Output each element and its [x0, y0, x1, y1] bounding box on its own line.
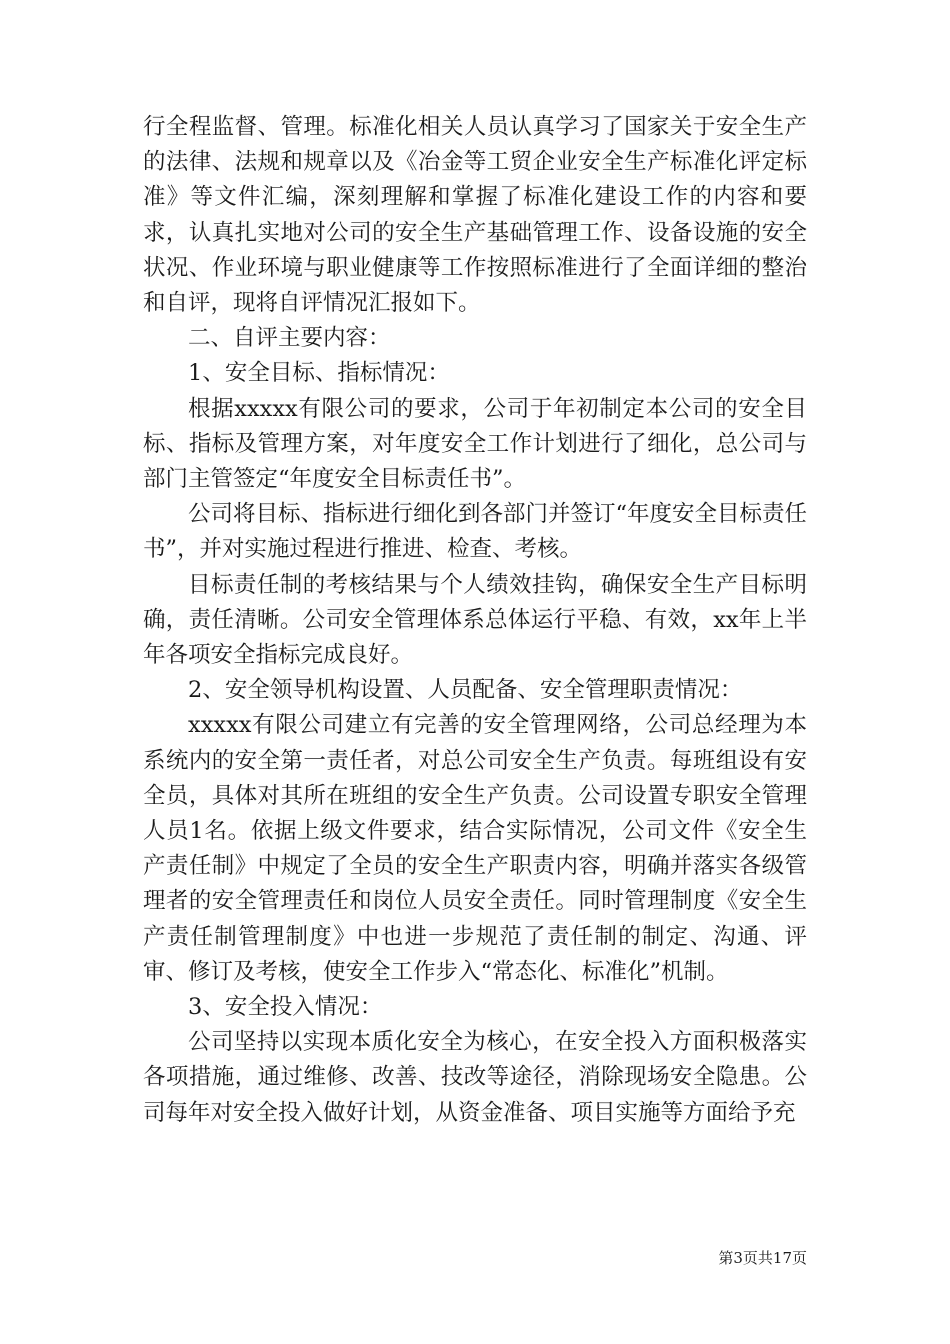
subheading-safety-organization: 2、安全领导机构设置、人员配备、安全管理职责情况： — [188, 677, 743, 704]
paragraph-targets-department: 公司将目标、指标进行细化到各部门并签订“年度安全目标责任书”，并对实施过程进行推进、检查、考核。 — [143, 501, 808, 563]
paragraph-intro-continued: 行全程监督、管理。标准化相关人员认真学习了国家关于安全生产的法律、法规和规章以及《冶金等工贸企业安全生产标准化评定标准》等文件汇编，深刻理解和掌握了标准化建设工作的内容和要求，认真扎实地对公司的安全生产基础管理工作、设备设施的安全状况、作业环境与职业健康等工作按照标准进行了全面详细的整治和自评，现将自评情况汇报如下。 — [143, 114, 807, 317]
paragraph-targets-plan: 根据xxxxx有限公司的要求，公司于年初制定本公司的安全目标、指标及管理方案，对年度安全工作计划进行了细化，总公司与部门主管签定“年度安全目标责任书”。 — [143, 395, 807, 493]
paragraph-safety-investment: 公司坚持以实现本质化安全为核心，在安全投入方面积极落实各项措施，通过维修、改善、技改等途径，消除现场安全隐患。公司每年对安全投入做好计划，从资金准备、项目实施等方面给予充 — [143, 1029, 807, 1126]
section-heading-self-evaluation: 二、自评主要内容： — [188, 325, 391, 352]
document-body — [143, 110, 807, 1131]
page-number-footer: 第3页共17页 — [718, 1249, 807, 1267]
paragraph-targets-assessment: 目标责任制的考核结果与个人绩效挂钩，确保安全生产目标明确，责任清晰。公司安全管理体系总体运行平稳、有效，xx年上半年各项安全指标完成良好。 — [143, 571, 807, 669]
subheading-safety-investment: 3、安全投入情况： — [188, 994, 383, 1021]
subheading-safety-targets: 1、安全目标、指标情况： — [188, 360, 450, 387]
paragraph-safety-network: xxxxx有限公司建立有完善的安全管理网络，公司总经理为本系统内的安全第一责任者，对总公司安全生产负责。每班组设有安全员，具体对其所在班组的安全生产负责。公司设置专职安全管理人员1名。依据上级文件要求，结合实际情况，公司文件《安全生产责任制》中规定了全员的安全生产职责内容，明确并落实各级管理者的安全管理责任和岗位人员安全责任。同时管理制度《安全生产责任制管理制度》中也进一步规范了责任制的制定、沟通、评审、修订及考核，使安全工作步入“常态化、标准化”机制。 — [143, 712, 807, 985]
